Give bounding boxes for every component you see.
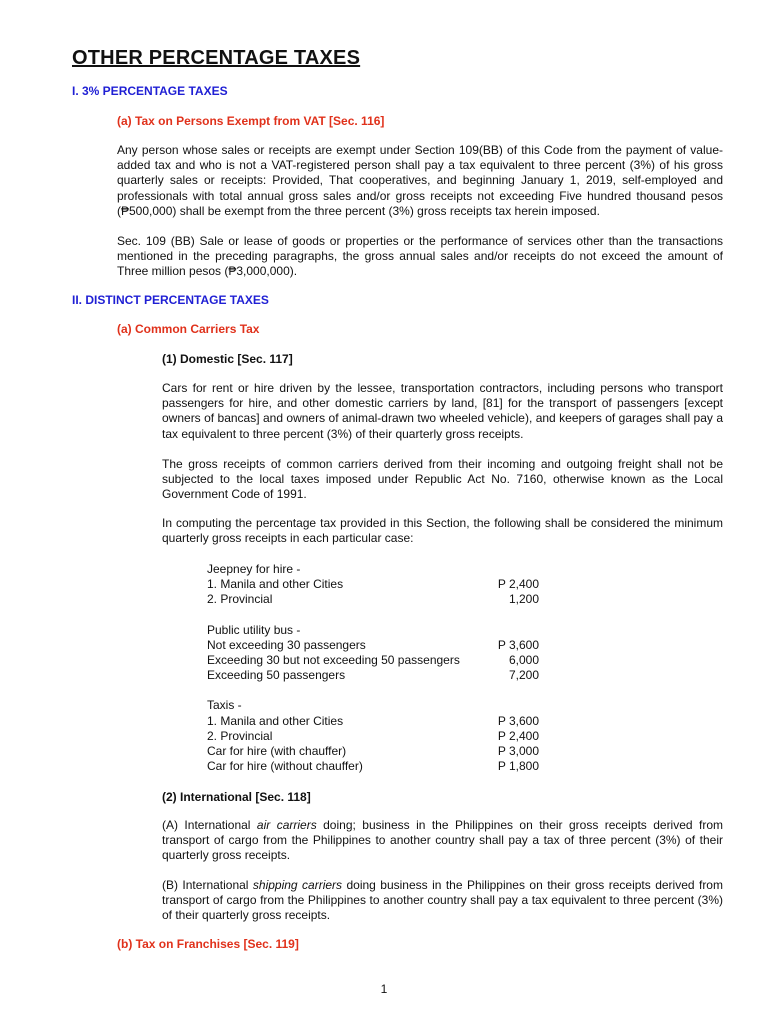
subsection-2a-heading: (a) Common Carriers Tax — [117, 322, 260, 336]
domestic-heading: (1) Domestic [Sec. 117] — [162, 352, 293, 366]
rate-value: P 1,800 — [497, 759, 539, 774]
rate-row — [207, 714, 539, 729]
section-2-heading: II. DISTINCT PERCENTAGE TAXES — [72, 293, 269, 307]
rate-group-bus — [207, 623, 539, 684]
rate-label: 2. Provincial — [207, 592, 273, 607]
international-heading: (2) International [Sec. 118] — [162, 790, 311, 804]
rate-row — [207, 653, 539, 668]
rate-label: Not exceeding 30 passengers — [207, 637, 366, 652]
rate-label: Exceeding 30 but not exceeding 50 passengers — [207, 652, 460, 667]
paragraph-sec116: Any person whose sales or receipts are exempt under Section 109(BB) of this Code from the payment of value-added tax and who is not a VAT-registered person shall pay a tax equivalent to three percent (3%) of his gross quarterly sales or receipts: Provided, That cooperatives, and beginning January 1, 2019, self-employed and professionals with total annual gross sales and/or gross receipts not exceeding Five hundred thousand pesos (₱500,000) shall be exempt from the three percent (3%) gross receipts tax herein imposed. — [117, 143, 723, 218]
section-1-heading: I. 3% PERCENTAGE TAXES — [72, 84, 228, 98]
rate-label: Car for hire (without chauffer) — [207, 759, 363, 774]
rate-value: 1,200 — [508, 592, 539, 607]
subsection-2b-heading: (b) Tax on Franchises [Sec. 119] — [117, 937, 299, 951]
rate-label: 1. Manila and other Cities — [207, 577, 344, 592]
rate-row — [207, 592, 539, 607]
paragraph-domestic-carriers: Cars for rent or hire driven by the lessee, transportation contractors, including persons who transport passengers for hire, and other domestic carriers by land, [81] for the transport of passengers [except owners of bancas] and owners of animal-drawn two wheeled vehicle), and keepers of garages shall pay a tax equivalent to three percent (3%) of their quarterly gross receipts. — [162, 381, 723, 441]
rate-value: P 3,000 — [497, 743, 539, 758]
rate-label: 1. Manila and other Cities — [207, 713, 344, 728]
page-number: 1 — [380, 982, 388, 996]
subsection-1a-heading: (a) Tax on Persons Exempt from VAT [Sec. 116] — [117, 114, 385, 128]
para-b-after: doing business in the Philippines on their gross receipts derived from transport of cargo from the Philippines to another country shall pay a tax equivalent to three percent (3%) of their quarterly gross receipts. — [162, 878, 723, 923]
rate-label: Car for hire (with chauffer) — [207, 743, 347, 758]
paragraph-minimum-receipts: In computing the percentage tax provided in this Section, the following shall be considered the minimum quarterly gross receipts in each particular case: — [162, 516, 723, 546]
rate-group-taxis — [207, 698, 539, 774]
rate-row — [207, 668, 539, 683]
rate-value: P 2,400 — [497, 577, 539, 592]
rate-value: P 2,400 — [497, 728, 539, 743]
rate-value: 6,000 — [508, 652, 539, 667]
paragraph-shipping-carriers — [162, 878, 723, 924]
rate-value: P 3,600 — [497, 637, 539, 652]
paragraph-gross-receipts: The gross receipts of common carriers derived from their incoming and outgoing freight shall not be subjected to the local taxes imposed under Republic Act No. 7160, otherwise known as the Local Government Code of 1991. — [162, 457, 723, 502]
rate-group-title: Jeepney for hire - — [207, 562, 301, 576]
rate-group-title: Taxis - — [207, 698, 242, 713]
paragraph-sec109bb: Sec. 109 (BB) Sale or lease of goods or properties or the performance of services other than the transactions mentioned in the preceding paragraphs, the gross annual sales and/or receipts do not exceed the amount of Three million pesos (₱3,000,000). — [117, 234, 723, 279]
para-a-before: (A) International — [162, 818, 257, 832]
rate-value: P 3,600 — [497, 713, 539, 728]
rate-row — [207, 729, 539, 744]
rate-value: 7,200 — [508, 668, 539, 683]
rate-row — [207, 759, 539, 774]
minimum-receipts-table — [207, 562, 539, 789]
para-a-italic: air carriers — [256, 818, 317, 832]
rate-label: Exceeding 50 passengers — [207, 668, 346, 683]
rate-group-title: Public utility bus - — [207, 622, 301, 637]
para-b-before: (B) International — [162, 878, 253, 892]
paragraph-air-carriers — [162, 818, 723, 864]
rate-group-jeepney — [207, 562, 539, 608]
rate-label: 2. Provincial — [207, 728, 273, 743]
rate-row — [207, 638, 539, 653]
para-b-italic: shipping carriers — [252, 878, 343, 892]
document-title: OTHER PERCENTAGE TAXES — [72, 47, 361, 69]
rate-row — [207, 744, 539, 759]
rate-row — [207, 577, 539, 592]
para-a-after: doing; business in the Philippines on their gross receipts derived from transport of cargo from the Philippines to another country shall pay a tax of three percent (3%) of their quarterly gross receipts. — [162, 818, 724, 863]
